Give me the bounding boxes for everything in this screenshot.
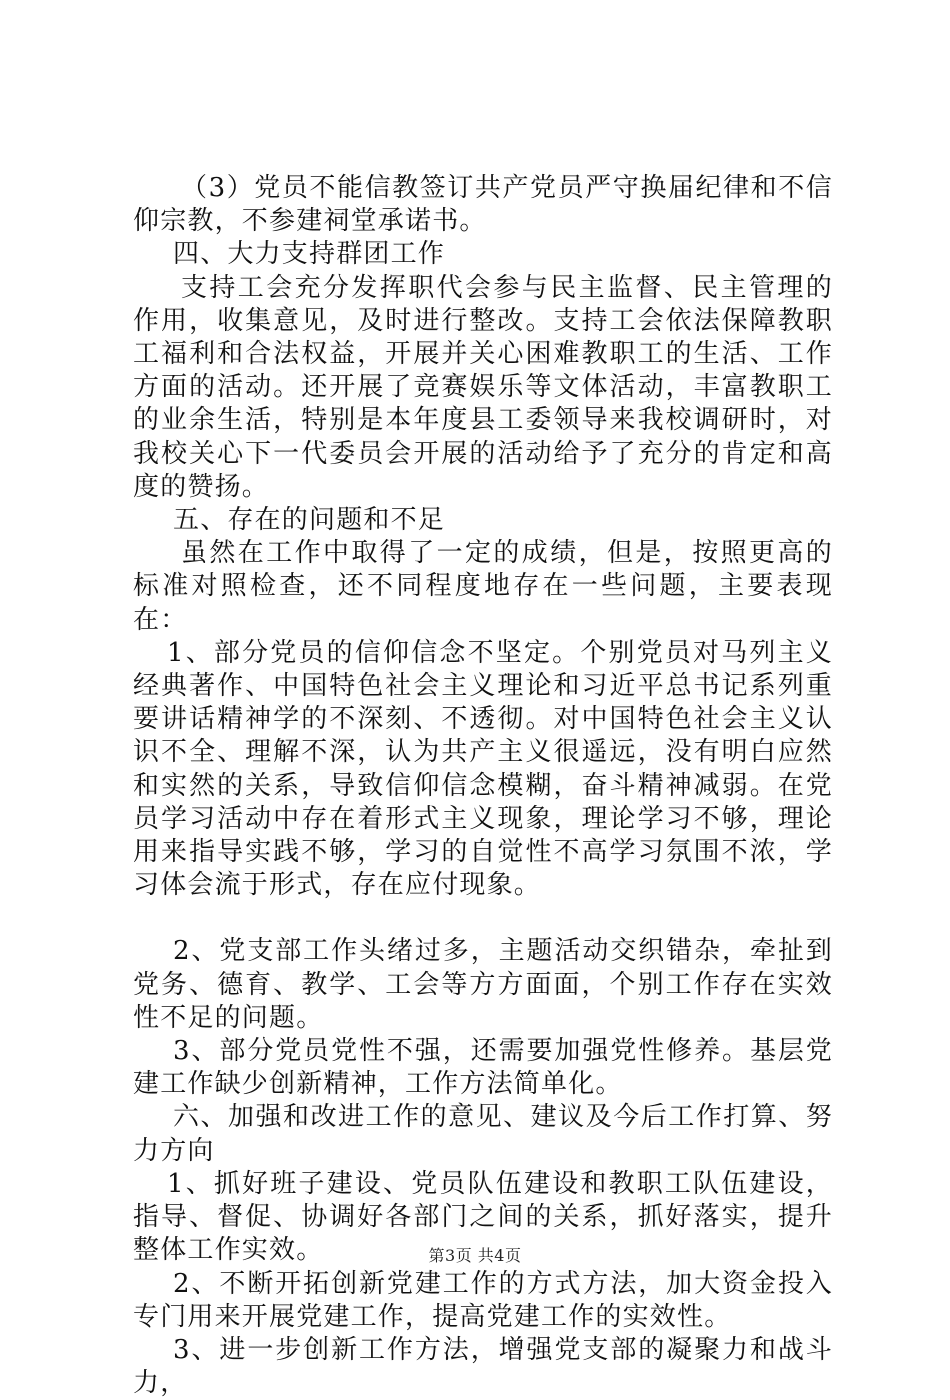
paragraph-plan-1: 1、抓好班子建设、党员队伍建设和教职工队伍建设，指导、督促、协调好各部门之间的关系，抓好落实，提升整体工作实效。 <box>133 1168 833 1266</box>
paragraph-plan-2: 2、不断开拓创新党建工作的方式方法，加大资金投入专门用来开展党建工作，提高党建工作的实效性。 <box>133 1268 833 1332</box>
paragraph-plan-3: 3、进一步创新工作方法，增强党支部的凝聚力和战斗力， <box>133 1334 833 1399</box>
paragraph-pledge: （3）党员不能信教签订共产党员严守换届纪律和不信仰宗教，不参建祠堂承诺书。 <box>133 173 833 237</box>
paragraph-problems-intro: 虽然在工作中取得了一定的成绩，但是，按照更高的标准对照检查，还不同程度地存在一些问题，主要表现在： <box>133 538 833 635</box>
heading-section-4: 四、大力支持群团工作 <box>173 239 446 270</box>
document-body <box>133 172 833 1400</box>
blank-line <box>133 902 833 935</box>
paragraph-problem-2: 2、党支部工作头绪过多，主题活动交织错杂，牵扯到党务、德育、教学、工会等方方面面，个别工作存在实效性不足的问题。 <box>133 936 833 1033</box>
page-footer: 第3页 共4页 <box>428 1246 522 1265</box>
paragraph-union-support: 支持工会充分发挥职代会参与民主监督、民主管理的作用，收集意见，及时进行整改。支持工会依法保障教职工福利和合法权益，开展并关心困难教职工的生活、工作方面的活动。还开展了竞赛娱乐等文体活动，丰富教职工的业余生活，特别是本年度县工委领导来我校调研时，对我校关心下一代委员会开展的活动给予了充分的肯定和高度的赞扬。 <box>133 272 833 502</box>
paragraph-problem-3: 3、部分党员党性不强，还需要加强党性修养。基层党建工作缺少创新精神，工作方法简单化。 <box>133 1036 833 1100</box>
heading-section-6: 六、加强和改进工作的意见、建议及今后工作打算、努力方向 <box>133 1102 833 1166</box>
paragraph-problem-1: 1、部分党员的信仰信念不坚定。个别党员对马列主义经典著作、中国特色社会主义理论和习近平总书记系列重要讲话精神学的不深刻、不透彻。对中国特色社会主义认识不全、理解不深，认为共产主义很遥远，没有明白应然和实然的关系，导致信仰信念模糊，奋斗精神减弱。在党员学习活动中存在着形式主义现象，理论学习不够，理论用来指导实践不够，学习的自觉性不高学习氛围不浓，学习体会流于形式，存在应付现象。 <box>133 637 833 901</box>
heading-section-5: 五、存在的问题和不足 <box>173 505 446 536</box>
